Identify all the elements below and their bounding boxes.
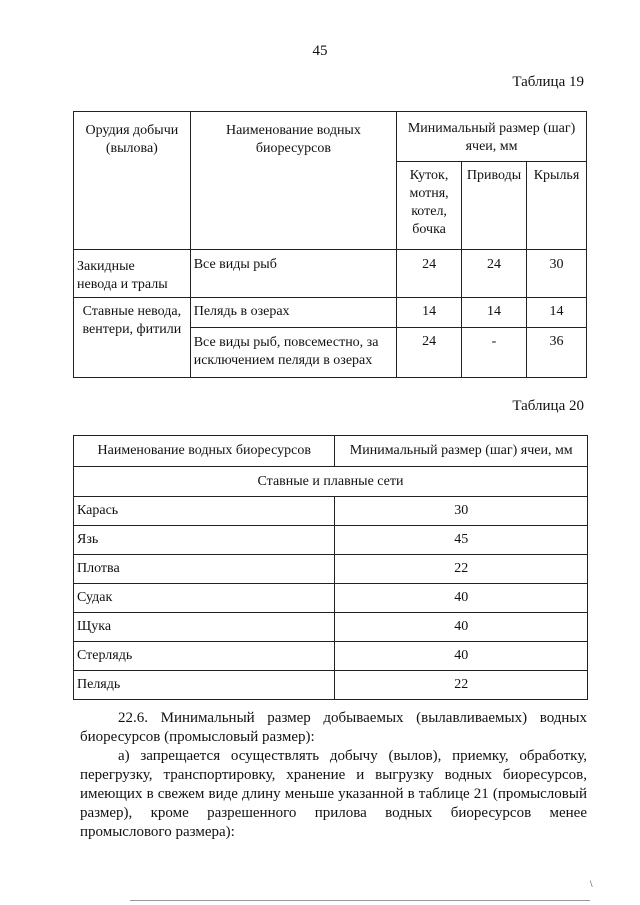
t20-header-species: Наименование водных биоресурсов — [74, 436, 335, 467]
t19-cell: - — [462, 328, 527, 378]
t20-header-mesh: Минимальный размер (шаг) ячеи, мм — [335, 436, 588, 467]
t20-row-value: 22 — [335, 671, 588, 700]
table-20-caption: Таблица 20 — [512, 398, 584, 414]
t19-cell: 24 — [397, 328, 462, 378]
page-number: 45 — [312, 43, 328, 59]
t19-cell: 24 — [397, 250, 462, 298]
t19-cell: 30 — [526, 250, 586, 298]
t19-species: Пелядь в озерах — [190, 298, 396, 328]
t19-header-gear: Орудия добычи (вылова) — [74, 112, 191, 250]
t19-species: Все виды рыб — [190, 250, 396, 298]
t19-sub-drives: Приводы — [462, 162, 527, 250]
t19-cell: 14 — [462, 298, 527, 328]
table-19 — [73, 111, 587, 378]
table-19-caption: Таблица 19 — [512, 74, 584, 90]
t19-header-mesh: Минимальный размер (шаг) ячеи, мм — [397, 112, 587, 162]
t19-sub-wings: Крылья — [526, 162, 586, 250]
t19-cell: 14 — [526, 298, 586, 328]
t20-section-title: Ставные и плавные сети — [74, 467, 588, 497]
t19-sub-codend: Куток, мотня, котел, бочка — [397, 162, 462, 250]
t20-row-name: Язь — [74, 526, 335, 555]
paragraph-22-6-a: а) запрещается осуществлять добычу (вылов), приемку, обработку, перегрузку, транспортировку, хранение и выгрузку водных биоресурсов, имеющих в свежем виде длину меньше указанной в таблице 21 (промысловый размер), кроме разрешенного прилова водных биоресурсов менее промыслового размера): — [80, 748, 587, 840]
t19-cell: 24 — [462, 250, 527, 298]
t20-row-name: Щука — [74, 613, 335, 642]
t19-gear-fixed-nets: Ставные невода, вентери, фитили — [74, 298, 191, 378]
bottom-edge-line — [130, 900, 590, 901]
paragraph-22-6: 22.6. Минимальный размер добываемых (вылавливаемых) водных биоресурсов (промысловый размер): — [80, 710, 587, 745]
t19-cell: 14 — [397, 298, 462, 328]
t20-row-name: Пелядь — [74, 671, 335, 700]
t19-gear-seine: Закидные невода и тралы — [74, 250, 191, 298]
t20-row-value: 40 — [335, 642, 588, 671]
table-20 — [73, 435, 588, 700]
t20-row-value: 45 — [335, 526, 588, 555]
t20-row-name: Судак — [74, 584, 335, 613]
t19-cell: 36 — [526, 328, 586, 378]
t20-row-name: Плотва — [74, 555, 335, 584]
t20-row-value: 40 — [335, 584, 588, 613]
t20-row-value: 22 — [335, 555, 588, 584]
t20-row-name: Стерлядь — [74, 642, 335, 671]
t20-row-value: 40 — [335, 613, 588, 642]
corner-mark: \ — [590, 879, 593, 889]
t20-row-value: 30 — [335, 497, 588, 526]
t19-species: Все виды рыб, повсеместно, за исключением пеляди в озерах — [190, 328, 396, 378]
t19-header-species: Наименование водных биоресурсов — [190, 112, 396, 250]
t20-row-name: Карась — [74, 497, 335, 526]
